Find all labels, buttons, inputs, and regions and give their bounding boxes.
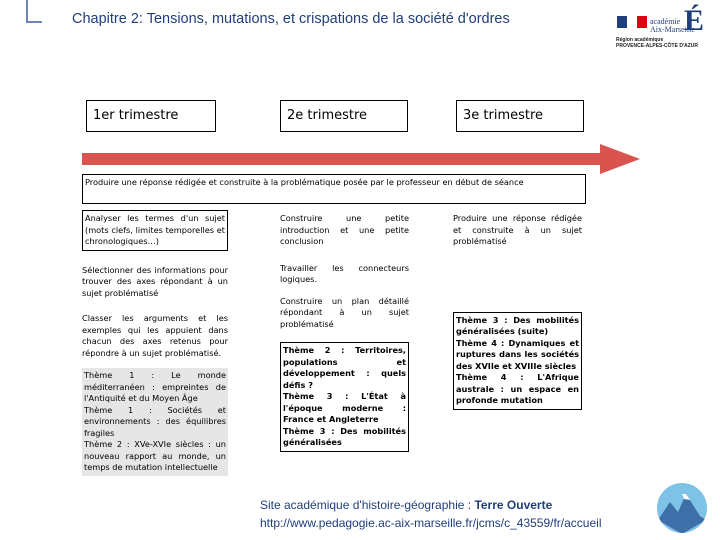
skill-text: Construire une petite introduction et une petite conclusion [280, 213, 409, 246]
theme-item: Thème 1 : Sociétés et environnements : des équilibres fragiles [84, 404, 226, 438]
skill-text: Sélectionner des informations pour trouver des axes répondant à un sujet problématisé [82, 264, 228, 298]
skill-text: Construire un plan détaillé répondant à un sujet problématisé [280, 295, 409, 329]
column-trimester-2 [280, 210, 409, 452]
theme-item: Thème 2 : XVe-XVIe siècles : un nouveau rapport au monde, un temps de mutation intellectuelle [84, 439, 226, 472]
theme-item: Thème 1 : Le monde méditerranéen : empreintes de l'Antiquité et du Moyen Âge [84, 370, 226, 403]
logo-letter: É [684, 4, 705, 37]
theme-item: Thème 4 : Dynamiques et ruptures dans les sociétés des XVIIe et XVIIIe siècles [456, 337, 579, 371]
title-decoration [26, 0, 28, 22]
footer-url-link[interactable]: http://www.pedagogie.ac-aix-marseille.fr/jcms/c_43559/fr/accueil [260, 516, 602, 530]
logo-academy-name: Aix-Marseille [650, 25, 695, 34]
footer-site-label: Site académique d'histoire-géographie : [260, 498, 475, 512]
skill-text: Produire une réponse rédigée et construite à un sujet problématisé [453, 213, 582, 246]
theme-item: Thème 3 : Des mobilités généralisées [283, 425, 406, 447]
logo-academy-label: académie [650, 17, 681, 26]
footer [260, 496, 601, 532]
themes-block [82, 368, 228, 476]
theme-item: Thème 4 : L'Afrique australe : un espace en profonde mutation [456, 372, 579, 405]
page-title: Chapitre 2: Tensions, mutations, et crispations de la société d'ordres [72, 11, 510, 27]
themes-block [280, 342, 409, 452]
skill-text: Travailler les connecteurs logiques. [280, 262, 409, 284]
trimester-1-box: 1er trimestre [86, 100, 216, 132]
republic-flag-icon [617, 16, 647, 28]
skill-card: Analyser les termes d'un sujet (mots clefs, limites temporelles et chronologiques…) [82, 210, 228, 251]
title-decoration [26, 21, 42, 23]
theme-item: Thème 2 : Territoires, populations et développement : quels défis ? [283, 345, 406, 390]
themes-block [453, 312, 582, 410]
trimester-2-box: 2e trimestre [280, 100, 408, 132]
theme-item: Thème 3 : L'État à l'époque moderne : France et Angleterre [283, 391, 406, 424]
column-trimester-1 [82, 210, 228, 476]
skill-text: Classer les arguments et les exemples qui les appuient dans chacun des axes retenus pour répondre à un sujet problématisé. [82, 313, 228, 358]
theme-item: Thème 3 : Des mobilités généralisées (suite) [456, 314, 579, 336]
column-trimester-3 [453, 210, 582, 410]
intro-objective: Produire une réponse rédigée et construite à la problématique posée par le professeur en début de séance [82, 174, 586, 204]
academy-logo [614, 4, 710, 52]
logo-region-label: Région académique [616, 37, 664, 43]
timeline-arrow-icon [82, 144, 642, 174]
terre-ouverte-logo-icon [654, 480, 710, 536]
trimester-3-box: 3e trimestre [456, 100, 584, 132]
logo-region-name: PROVENCE-ALPES-CÔTE D'AZUR [616, 43, 699, 49]
footer-site-name: Terre Ouverte [474, 498, 553, 512]
title-bar [0, 0, 720, 40]
